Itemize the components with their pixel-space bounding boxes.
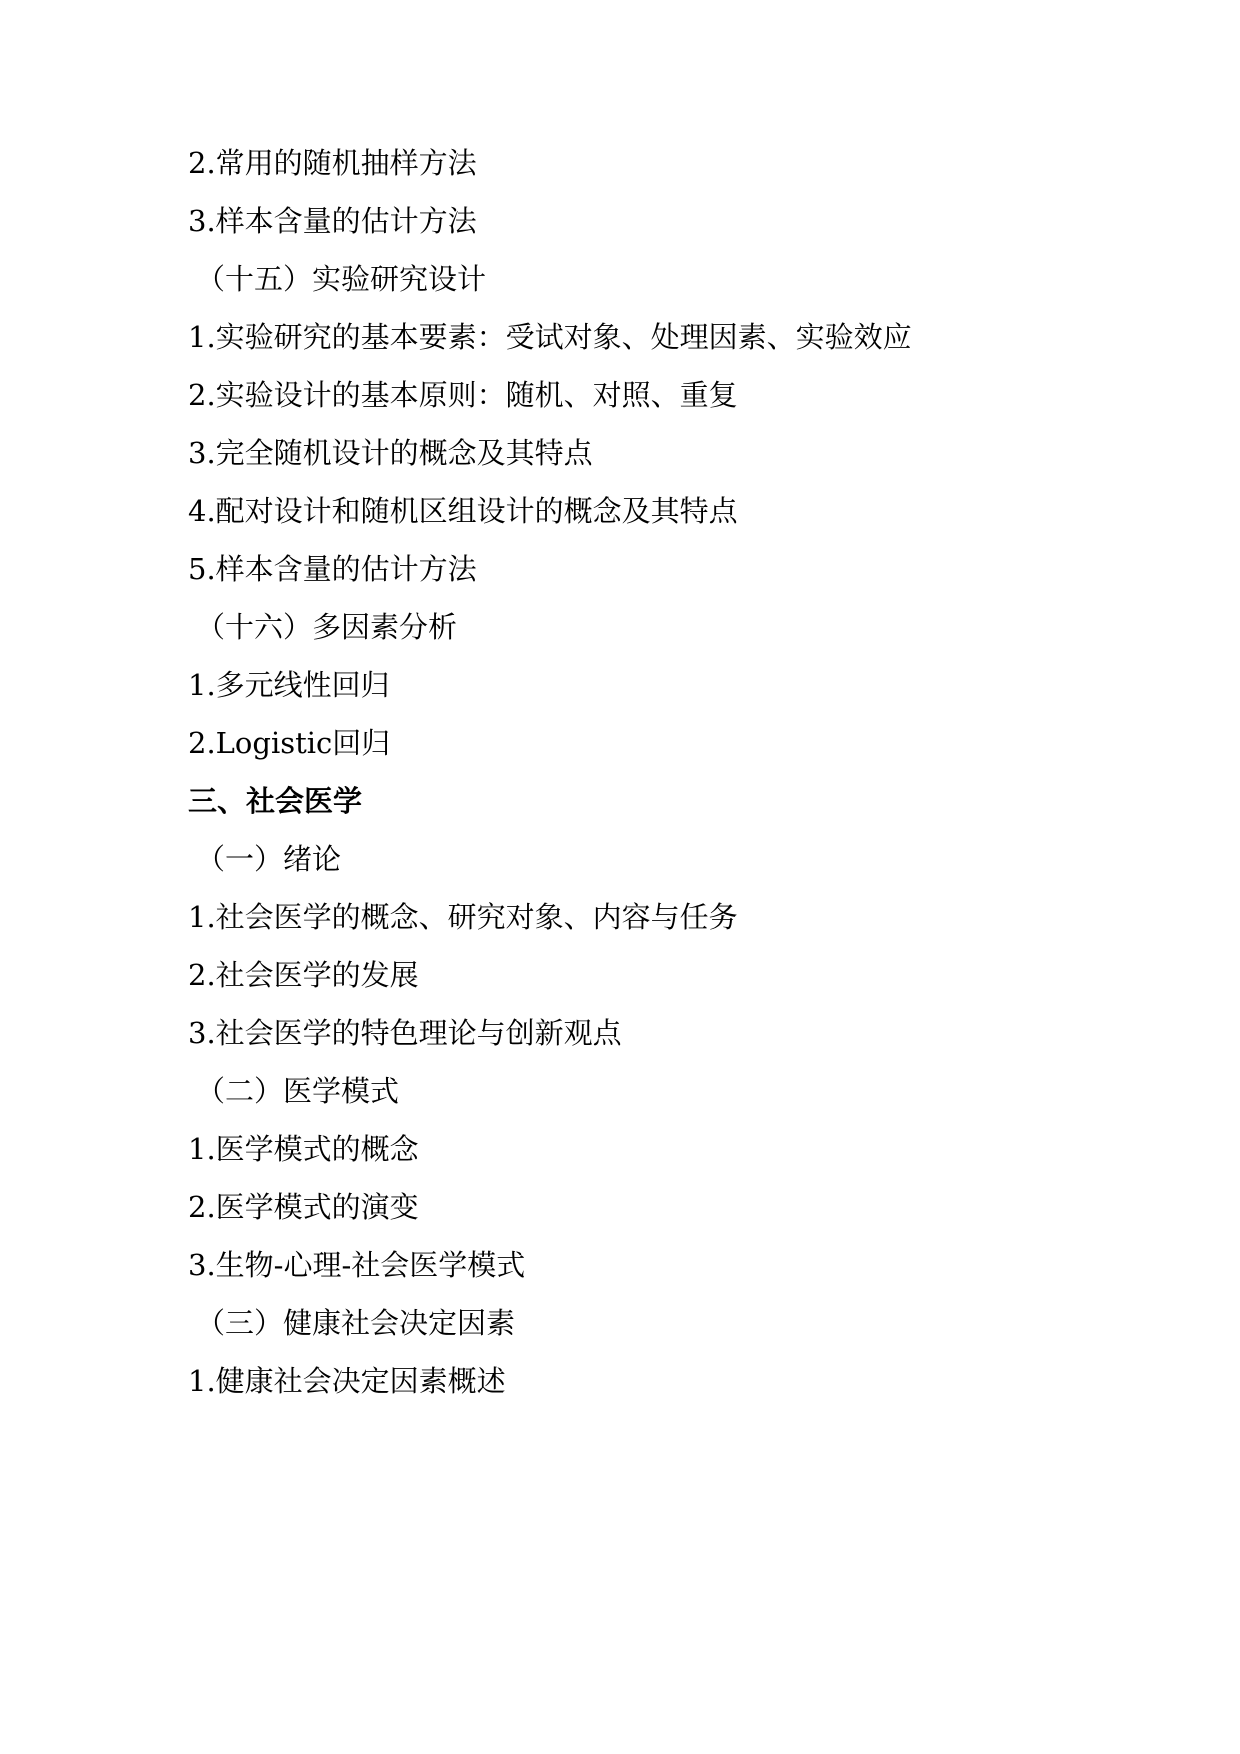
document-line: 2.实验设计的基本原则：随机、对照、重复 <box>188 378 738 412</box>
section-subheading: （十六）多因素分析 <box>196 610 458 644</box>
document-line: 1.社会医学的概念、研究对象、内容与任务 <box>188 900 738 934</box>
document-line: 3.社会医学的特色理论与创新观点 <box>188 1016 622 1050</box>
section-subheading: （三）健康社会决定因素 <box>196 1306 516 1340</box>
section-subheading: （二）医学模式 <box>196 1074 400 1108</box>
document-line: 3.生物-心理-社会医学模式 <box>188 1248 526 1282</box>
document-line: 3.样本含量的估计方法 <box>188 204 477 238</box>
document-line: 2.Logistic回归 <box>188 726 391 760</box>
document-line: 5.样本含量的估计方法 <box>188 552 477 586</box>
document-line: 1.健康社会决定因素概述 <box>188 1364 506 1398</box>
document-line: 1.多元线性回归 <box>188 668 390 702</box>
document-line: 2.常用的随机抽样方法 <box>188 146 477 180</box>
section-subheading: （十五）实验研究设计 <box>196 262 487 296</box>
document-line: 1.实验研究的基本要素：受试对象、处理因素、实验效应 <box>188 320 912 354</box>
document-line: 3.完全随机设计的概念及其特点 <box>188 436 593 470</box>
document-line: 2.医学模式的演变 <box>188 1190 419 1224</box>
document-line: 1.医学模式的概念 <box>188 1132 419 1166</box>
document-line: 4.配对设计和随机区组设计的概念及其特点 <box>188 494 738 528</box>
document-line: 2.社会医学的发展 <box>188 958 419 992</box>
section-heading: 三、社会医学 <box>188 784 363 818</box>
section-subheading: （一）绪论 <box>196 842 342 876</box>
